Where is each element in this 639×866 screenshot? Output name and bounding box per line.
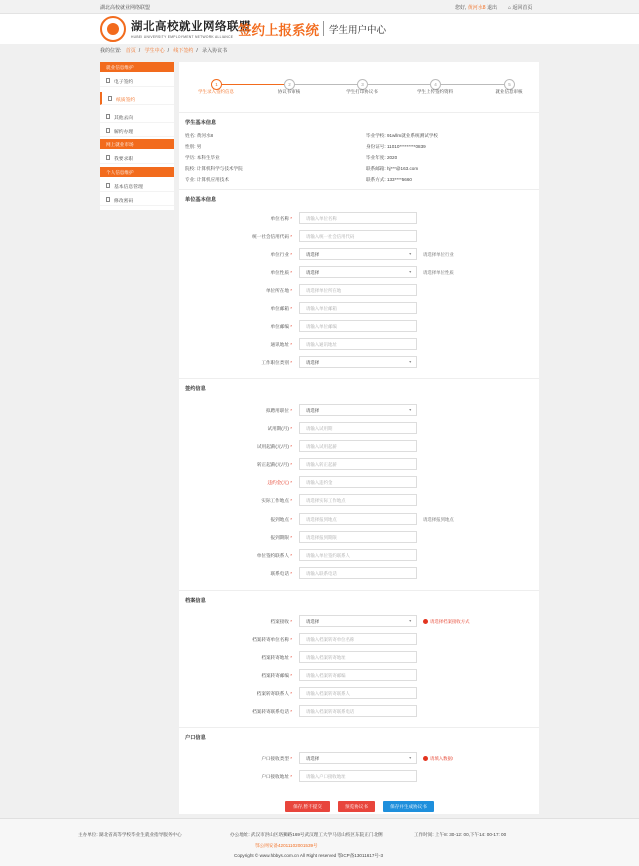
archive-address-input[interactable]: 请输入档案转寄地址 [299, 651, 417, 663]
preview-button[interactable]: 预览协议书 [338, 801, 375, 812]
student-id: 身份证号: 11010*********0839 [366, 144, 426, 149]
report-location-label: 报到地点 * [270, 517, 292, 522]
student-gender: 性别: 男 [185, 144, 202, 149]
unit-contact-label: 单位签约联系人 * [256, 553, 292, 558]
work-location-label: 实际工作地点 * [261, 498, 292, 503]
step-3-label: 学生打印协议书 [346, 89, 378, 94]
probation-salary-input[interactable]: 请输入试用起薪 [299, 440, 417, 452]
logo-title: 湖北高校就业网络联盟 [131, 19, 251, 33]
archive-zip-input[interactable]: 请输入档案转寄邮编 [299, 669, 417, 681]
job-category-label: 工作职位类别 * [261, 360, 292, 365]
unit-industry-hint: 请选择单位行业 [423, 252, 454, 257]
breadcrumb-prefix: 我的位置: [100, 48, 122, 54]
breadcrumb [100, 47, 230, 57]
breadcrumb-home[interactable]: 首页 [125, 48, 136, 54]
step-5-circle: 5 [504, 79, 515, 90]
student-info-title: 学生基本信息 [185, 120, 217, 126]
chevron-down-icon: ▼ [408, 252, 412, 256]
contact-phone-label: 联系电话 * [270, 571, 292, 576]
report-location-input[interactable]: 请选择报到地点 [299, 513, 417, 525]
probation-input[interactable]: 请输入试用期 [299, 422, 417, 434]
student-phone: 联系方式: 133****5660 [366, 177, 412, 182]
unit-location-input[interactable]: 请选择单位所在地 [299, 284, 417, 296]
archive-info-title: 档案信息 [185, 598, 206, 604]
unit-address-input[interactable]: 请输入通讯地址 [299, 338, 417, 350]
archive-phone-label: 档案转寄联系电话 * [252, 709, 292, 714]
unit-industry-select[interactable] [299, 248, 417, 260]
unit-nature-select[interactable] [299, 266, 417, 278]
section-divider [179, 378, 539, 379]
sidebar-item-label: 解约办理 [114, 130, 134, 135]
report-deadline-label: 报到期限 * [270, 535, 292, 540]
sidebar-item-basic-info[interactable] [100, 179, 174, 192]
footer-icp-link[interactable]: 鄂公网安备42011102001539号 [255, 843, 318, 848]
sidebar-item-other-destination[interactable] [100, 110, 174, 123]
student-college: 院校: 计算机科学与技术学院 [185, 166, 243, 171]
student-edu: 学历: 本科生毕业 [185, 155, 220, 160]
document-icon [106, 114, 110, 119]
credit-code-label: 统一社会信用代码 * [252, 234, 292, 239]
regular-salary-input[interactable]: 请输入转正起薪 [299, 458, 417, 470]
breadcrumb-current: 录入协议书 [202, 48, 228, 54]
greeting-text: 您好, [455, 5, 467, 11]
document-icon [106, 78, 110, 83]
save-generate-button[interactable]: 保存并生成协议书 [383, 801, 434, 812]
step-1-label: 学生录入签约信息 [198, 89, 234, 94]
save-draft-button[interactable]: 保存,暂不提交 [285, 801, 330, 812]
footer-address: 办公地址: 武汉市洪山区珞狮路169号武汉理工大学马房山校区东院正门北侧 [230, 832, 383, 837]
sidebar-group-job-market: 网上就业市场 [100, 139, 174, 149]
position-label: 拟聘用职位 * [265, 408, 292, 413]
error-icon [423, 756, 428, 761]
archive-receive-select[interactable] [299, 615, 417, 627]
unit-zip-label: 单位邮编 * [270, 324, 292, 329]
site-name: 湖北高校就业网络联盟 [100, 5, 151, 11]
select-value: 请选择 [306, 756, 320, 761]
section-divider [179, 590, 539, 591]
chevron-down-icon: ▼ [408, 408, 412, 412]
breadcrumb-sep: / [196, 48, 198, 54]
archive-receive-error [423, 619, 470, 625]
student-email: 联系邮箱: hj***@163.com [366, 166, 419, 171]
student-major: 专业: 计算机应用技术 [185, 177, 229, 182]
student-school: 毕业学校: 91wllm就业系统测试学校 [366, 133, 438, 138]
document-icon [106, 183, 110, 188]
document-icon [108, 96, 112, 101]
position-select[interactable] [299, 404, 417, 416]
probation-salary-label: 试用起薪(元/月) * [257, 444, 292, 449]
logout-link[interactable]: 退出 [486, 5, 497, 11]
sidebar [100, 62, 174, 210]
document-icon [106, 197, 110, 202]
section-divider [179, 727, 539, 728]
archive-receive-label: 档案接收 * [270, 619, 292, 624]
header [0, 14, 639, 44]
breadcrumb-sep: / [167, 48, 169, 54]
step-5-label: 就业信息审核 [495, 89, 523, 94]
hukou-info-title: 户口信息 [185, 735, 206, 741]
select-value: 请选择 [306, 619, 320, 624]
breadcrumb-sep: / [138, 48, 141, 54]
hukou-address-label: 户口接收地址 * [261, 774, 292, 779]
footer-hours: 工作时间: 上午8: 30-12: 00,下午14: 00-17: 00 [414, 832, 507, 837]
system-title: 签约上报系统 [238, 23, 319, 39]
error-icon [423, 619, 428, 624]
step-connector [440, 84, 504, 85]
archive-unit-input[interactable]: 请输入档案转寄单位名称 [299, 633, 417, 645]
chevron-down-icon: ▼ [408, 756, 412, 760]
sidebar-group-personal-info: 个人信息维护 [100, 167, 174, 177]
section-divider [179, 112, 539, 113]
archive-address-label: 档案转寄地址 * [261, 655, 292, 660]
sidebar-item-label: 其他去向 [114, 116, 134, 121]
center-title: 学生用户中心 [329, 25, 387, 36]
archive-phone-input[interactable]: 请输入档案转寄联系电话 [299, 705, 417, 717]
home-link[interactable] [508, 4, 532, 11]
archive-unit-label: 档案转寄单位名称 * [252, 637, 292, 642]
breadcrumb-offline-sign[interactable]: 线下签约 [173, 48, 194, 54]
logo-icon [100, 16, 126, 42]
unit-address-label: 通讯地址 * [270, 342, 292, 347]
contract-info-title: 签约信息 [185, 386, 206, 392]
chevron-down-icon: ▼ [408, 270, 412, 274]
report-deadline-input[interactable]: 请选择报到期限 [299, 531, 417, 543]
unit-nature-label: 单位性质 * [270, 270, 292, 275]
hukou-type-select[interactable] [299, 752, 417, 764]
student-year: 毕业年度: 2020 [366, 155, 398, 160]
unit-contact-input[interactable]: 请输入单位签约联系人 [299, 549, 417, 561]
home-link-label: 返回首页 [512, 5, 533, 11]
contact-phone-input[interactable]: 请输入联系电话 [299, 567, 417, 579]
archive-zip-label: 档案转寄邮编 * [261, 673, 292, 678]
archive-contact-input[interactable]: 请输入档案转寄联系人 [299, 687, 417, 699]
unit-info-title: 单位基本信息 [185, 197, 217, 203]
regular-salary-label: 转正起薪(元/月) * [257, 462, 292, 467]
select-value: 请选择 [306, 360, 320, 365]
penalty-label: 违约金(元) * [267, 480, 292, 485]
footer-copyright: Copyright © www.hbbys.com.cn All Right reserved 鄂ICP备13011617号-3 [234, 853, 384, 858]
penalty-input[interactable]: 请输入违约金 [299, 476, 417, 488]
sidebar-group-employment-info: 就业信息维护 [100, 62, 174, 72]
step-3-circle: 3 [357, 79, 368, 90]
home-icon: ⌂ [508, 5, 512, 11]
unit-zip-input[interactable]: 请输入单位邮编 [299, 320, 417, 332]
sidebar-item-label: 我要求职 [114, 157, 134, 162]
chevron-down-icon: ▼ [408, 360, 412, 364]
unit-nature-hint: 请选择单位性质 [423, 270, 454, 275]
step-4-label: 学生上传签约资料 [417, 89, 453, 94]
select-value: 请选择 [306, 408, 320, 413]
logo-subtitle: HUBEI UNIVERSITY EMPLOYMENT NETWORK ALLIANCE [131, 35, 234, 39]
footer-host: 主办单位: 湖北省高等学校毕业生就业指导服务中心 [78, 832, 182, 837]
sidebar-item-cancel-contract[interactable] [100, 124, 174, 137]
error-text: 请选择档案接收方式 [430, 619, 470, 624]
hukou-type-label: 户口接收类型 * [261, 756, 292, 761]
sidebar-item-change-password[interactable] [100, 193, 174, 206]
sidebar-item-job-search[interactable] [100, 151, 174, 164]
sidebar-item-label: 电子签约 [114, 80, 134, 85]
step-4-circle: 4 [430, 79, 441, 90]
document-icon [106, 128, 110, 133]
header-divider [323, 21, 324, 36]
archive-contact-label: 档案转寄联系人 * [256, 691, 292, 696]
main-panel [179, 62, 539, 814]
chevron-down-icon: ▼ [408, 619, 412, 623]
unit-industry-label: 单位行业 * [270, 252, 292, 257]
credit-code-input[interactable]: 请输入统一社会信用代码 [299, 230, 417, 242]
select-value: 请选择 [306, 270, 320, 275]
error-text: 请填入数据! [430, 756, 454, 761]
select-value: 请选择 [306, 252, 320, 257]
sidebar-item-label: 修改密码 [114, 199, 134, 204]
step-2-circle: 2 [284, 79, 295, 90]
breadcrumb-student-center[interactable]: 学生中心 [144, 48, 165, 54]
sidebar-item-label: 纸质签约 [116, 98, 136, 103]
user-greeting [455, 4, 497, 11]
unit-name-input[interactable]: 请输入单位名称 [299, 212, 417, 224]
sidebar-item-paper-sign[interactable] [100, 92, 174, 105]
step-2-label: 协议书审核 [277, 89, 301, 94]
student-name: 姓名: 黄河水8 [185, 133, 214, 138]
report-location-hint: 请选择报到地点 [423, 517, 454, 522]
section-divider [179, 189, 539, 190]
probation-label: 试用期(月) * [267, 426, 292, 431]
work-location-input[interactable]: 请选择实际工作地点 [299, 494, 417, 506]
unit-email-label: 单位邮箱 * [270, 306, 292, 311]
step-1-circle: 1 [211, 79, 222, 90]
hukou-type-error [423, 756, 453, 762]
sidebar-item-e-sign[interactable] [100, 74, 174, 87]
username-link[interactable]: 黄河水8 [467, 5, 486, 11]
unit-location-label: 单位所在地 * [265, 288, 292, 293]
step-connector [222, 84, 284, 85]
document-icon [106, 155, 110, 160]
unit-email-input[interactable]: 请输入单位邮箱 [299, 302, 417, 314]
sidebar-item-label: 基本信息管理 [114, 185, 143, 190]
job-category-select[interactable] [299, 356, 417, 368]
unit-name-label: 单位名称 * [270, 216, 292, 221]
hukou-address-input[interactable]: 请输入户口接收地址 [299, 770, 417, 782]
top-bar [0, 0, 639, 14]
